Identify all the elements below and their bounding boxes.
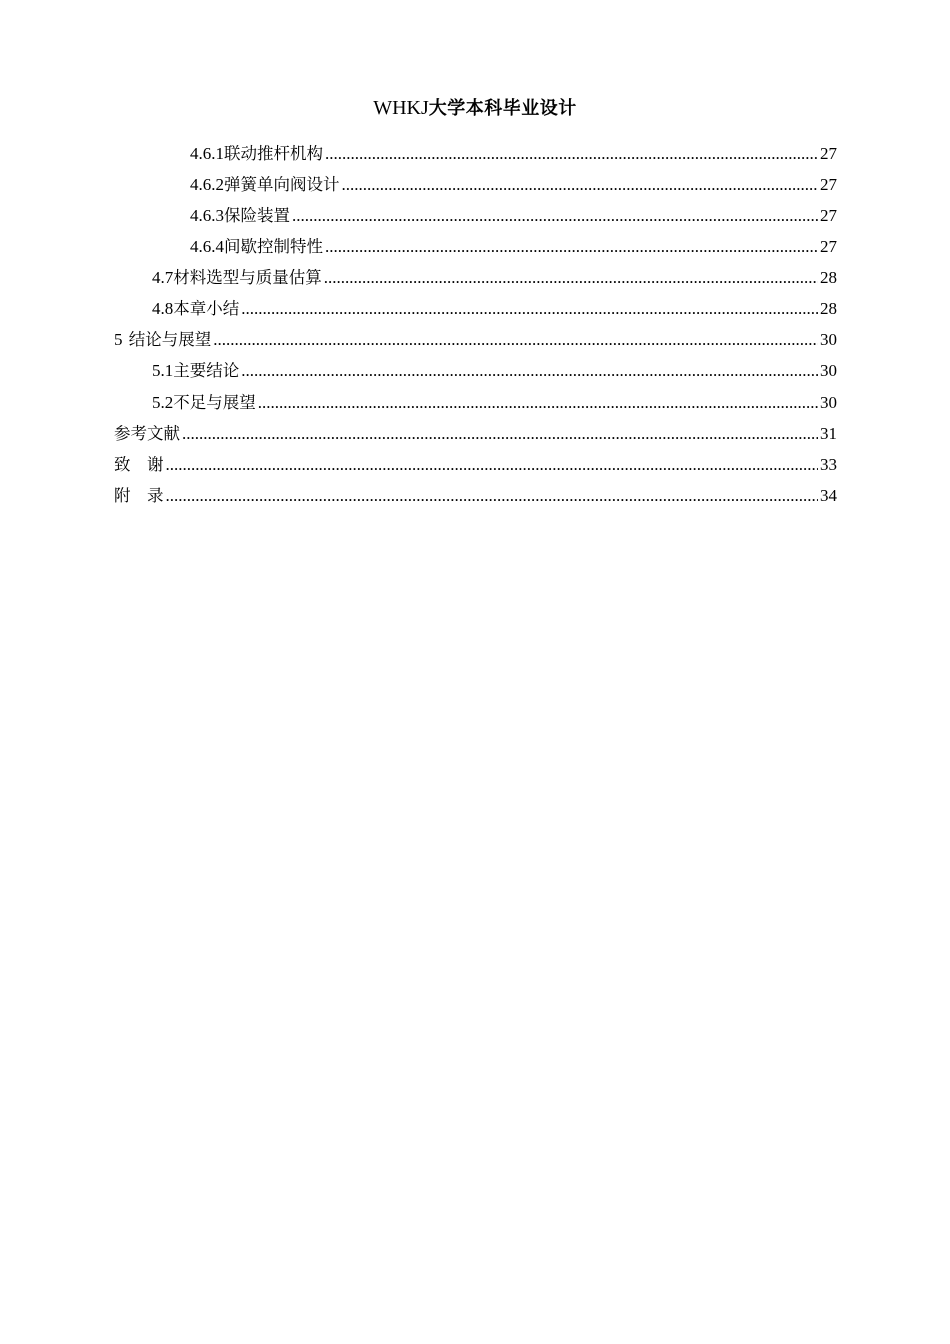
page-header xyxy=(0,94,950,120)
toc-entry-page: 33 xyxy=(820,455,837,474)
toc-entry-page: 30 xyxy=(820,361,837,380)
toc-entry-title: 结论与展望 xyxy=(128,330,212,349)
toc-dot-leader xyxy=(182,418,818,449)
toc-dot-leader xyxy=(166,449,819,480)
toc-dot-leader xyxy=(241,293,818,324)
toc-entry-references[interactable] xyxy=(114,418,837,449)
toc-entry-number: 5.2 xyxy=(152,393,174,412)
toc-entry-page: 30 xyxy=(820,330,837,349)
toc-entry-4-6-4[interactable] xyxy=(190,231,837,262)
toc-entry-page: 28 xyxy=(820,299,837,318)
toc-entry-5-2[interactable] xyxy=(152,387,837,418)
toc-entry-number: 4.8 xyxy=(152,299,174,318)
toc-entry-title: 本章小结 xyxy=(173,299,240,318)
toc-dot-leader xyxy=(325,138,818,169)
header-school-code: WHKJ xyxy=(373,97,429,119)
toc-entry-number: 4.7 xyxy=(152,268,174,287)
toc-entry-5-1[interactable] xyxy=(152,355,837,386)
toc-entry-number: 5.1 xyxy=(152,361,174,380)
toc-entry-number: 4.6.3 xyxy=(190,206,224,225)
toc-entry-number: 4.6.2 xyxy=(190,175,224,194)
toc-entry-page: 27 xyxy=(820,175,837,194)
toc-entry-title: 材料选型与质量估算 xyxy=(173,268,322,287)
toc-dot-leader xyxy=(258,387,818,418)
toc-entry-title: 保险装置 xyxy=(224,206,290,225)
toc-entry-number: 5 xyxy=(114,330,123,349)
toc-entry-title: 不足与展望 xyxy=(173,393,256,412)
toc-entry-acknowledgements[interactable] xyxy=(114,449,837,480)
toc-entry-page: 27 xyxy=(820,206,837,225)
toc-entry-4-7[interactable] xyxy=(152,262,837,293)
toc-dot-leader xyxy=(324,262,818,293)
toc-entry-page: 34 xyxy=(820,486,837,505)
toc-entry-4-6-3[interactable] xyxy=(190,200,837,231)
toc-dot-leader xyxy=(325,231,818,262)
toc-entry-number: 4.6.1 xyxy=(190,144,224,163)
toc-entry-page: 27 xyxy=(820,237,837,256)
toc-entry-title: 参考文献 xyxy=(114,424,180,443)
toc-entry-title: 联动推杆机构 xyxy=(224,144,323,163)
toc-dot-leader xyxy=(342,169,819,200)
toc-entry-4-6-1[interactable] xyxy=(190,138,837,169)
toc-entry-title: 致 谢 xyxy=(114,455,164,474)
toc-entry-5[interactable] xyxy=(114,324,837,355)
toc-entry-page: 30 xyxy=(820,393,837,412)
toc-entry-title: 间歇控制特性 xyxy=(224,237,323,256)
toc-entry-page: 28 xyxy=(820,268,837,287)
toc-entry-4-8[interactable] xyxy=(152,293,837,324)
toc-dot-leader xyxy=(213,324,818,355)
toc-entry-4-6-2[interactable] xyxy=(190,169,837,200)
toc-entry-title: 弹簧单向阀设计 xyxy=(224,175,340,194)
toc-entry-page: 31 xyxy=(820,424,837,443)
toc-entry-appendix[interactable] xyxy=(114,480,837,511)
toc-entry-page: 27 xyxy=(820,144,837,163)
toc-dot-leader xyxy=(166,480,819,511)
toc-dot-leader xyxy=(241,355,818,386)
toc-entry-number: 4.6.4 xyxy=(190,237,224,256)
toc-entry-title: 主要结论 xyxy=(173,361,240,380)
toc-dot-leader xyxy=(292,200,818,231)
toc-entry-title: 附 录 xyxy=(114,486,164,505)
header-title: 大学本科毕业设计 xyxy=(428,98,577,119)
